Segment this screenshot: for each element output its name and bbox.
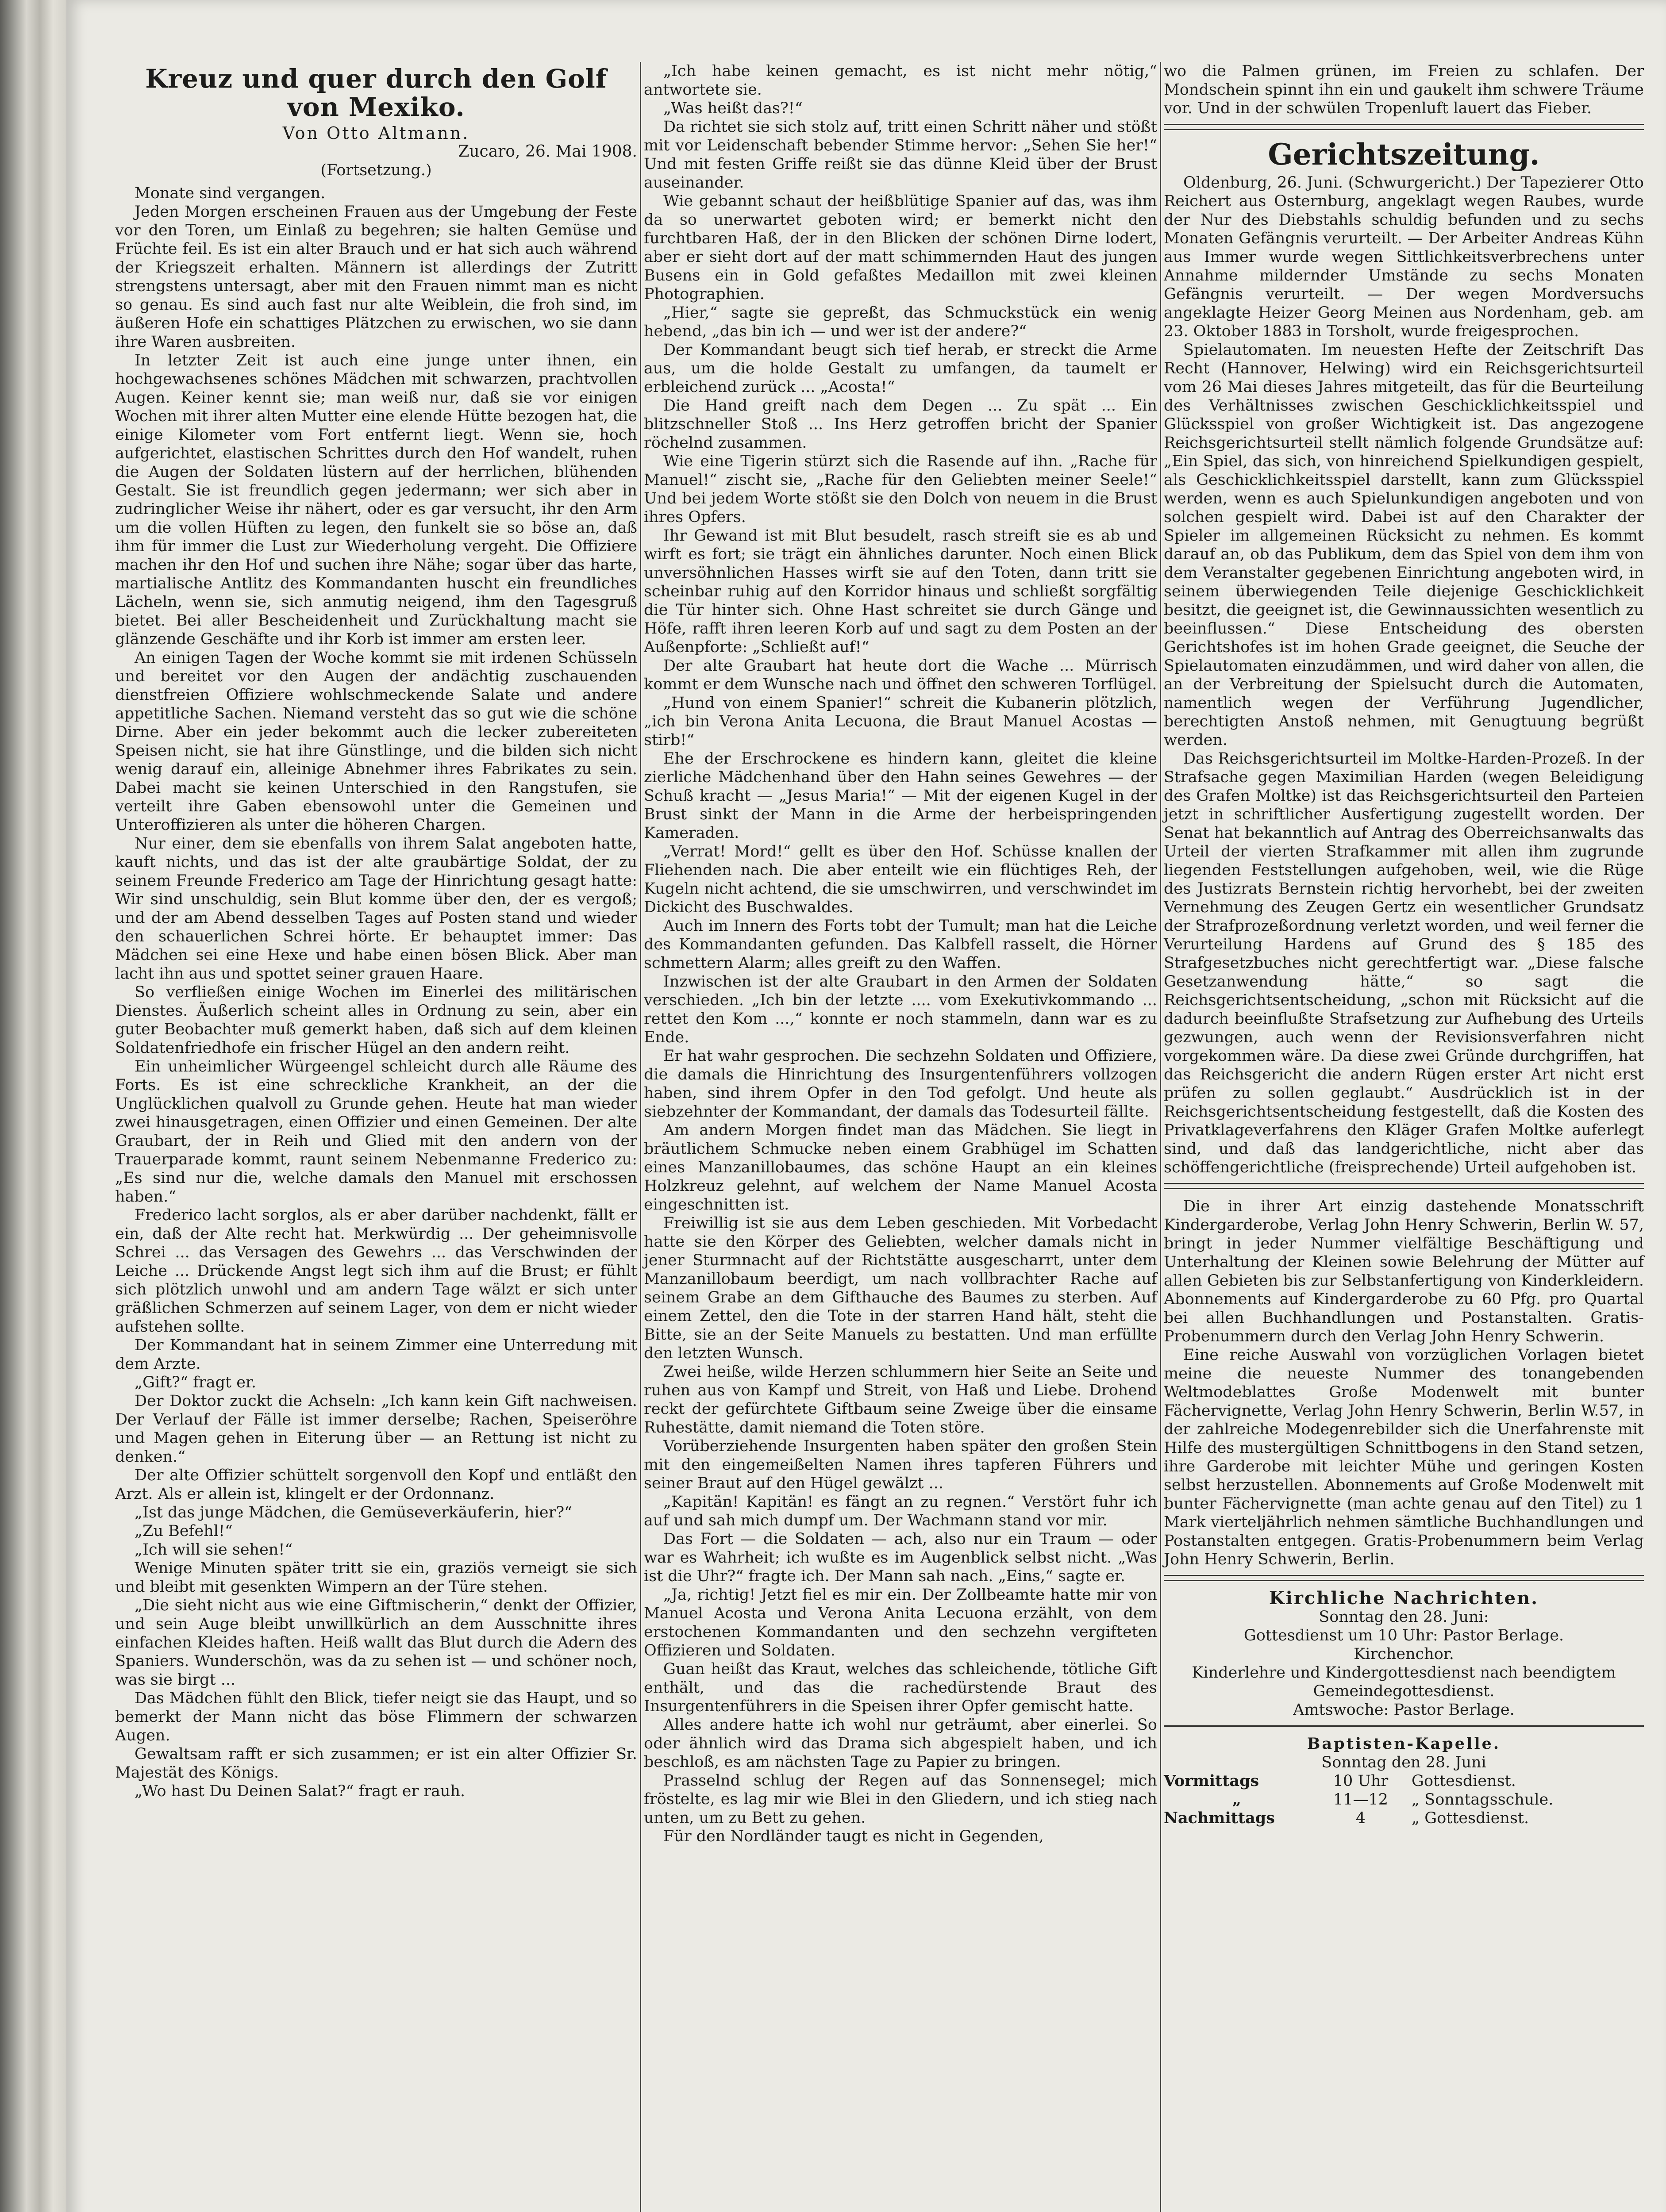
paragraph: Prasselnd schlug der Regen auf das Sonnensegel; mich fröstelte, es lag mir wie Blei in den Gliedern, und ich stieg nach unten, um zu Bett zu gehen. (644, 1772, 1157, 1827)
paragraph: Ihr Gewand ist mit Blut besudelt, rasch streift sie es ab und wirft es fort; sie trägt ein ähnliches darunter. Noch einen Blick unversöhnlichen Hasses wirft sie auf den Toten, dann tritt sie scheinbar ruhig auf den Korridor hinaus und schließt sorgfältig die Tür hinter sich. Ohne Hast schreitet sie durch Gänge und Höfe, rafft ihren leeren Korb auf und sagt zu dem Posten an der Außenpforte: „Schließt auf!“ (644, 527, 1157, 656)
story-title: Kreuz und quer durch den Golf von Mexiko. (145, 64, 607, 122)
paragraph: Vorüberziehende Insurgenten haben später den großen Stein mit den eingemeißelten Namen ihres tapferen Führers und seiner Braut auf den Hügel gewälzt ... (644, 1437, 1157, 1492)
story-byline: Von Otto Altmann. (282, 123, 470, 143)
column-rule-1 (640, 62, 641, 2212)
story-ending: wo die Palmen grünen, im Freien zu schlafen. Der Mondschein spinnt ihn ein und gaukelt ihm schwere Träume vor. Und in der schwülen Tropenluft lauert das Fieber. (1164, 62, 1644, 117)
court-news-heading: Gerichtszeitung. (1268, 137, 1540, 172)
church-line: Kirchenchor. (1354, 1645, 1454, 1663)
paragraph: „Ja, richtig! Jetzt fiel es mir ein. Der Zollbeamte hatte mir von Manuel Acosta und Verona Anita Lecuona erzählt, von dem erstochenen Kommandanten und den sechzehn vergifteten Offizieren und Soldaten. (644, 1586, 1157, 1659)
schedule-hour: 11—12 (1333, 1791, 1389, 1809)
church-line: Amtswoche: Pastor Berlage. (1293, 1701, 1515, 1719)
section-divider (1164, 1183, 1644, 1189)
section-divider (1164, 1725, 1644, 1727)
column-serial-story (115, 62, 637, 1801)
paragraph: Gewaltsam rafft er sich zusammen; er ist ein alter Offizier Sr. Majestät des Königs. (115, 1745, 637, 1782)
paragraph: Der Kommandant hat in seinem Zimmer eine Unterredung mit dem Arzte. (115, 1336, 637, 1373)
baptist-chapel-title: Baptisten-Kapelle. (1307, 1735, 1501, 1753)
paragraph: Wie gebannt schaut der heißblütige Spanier auf das, was ihm da so unerwartet geboten wird; er bemerkt nicht den furchtbaren Haß, der in den Blicken der schönen Dirne lodert, aber er sieht dort auf der matt schimmernden Haut des jungen Busens ein in Gold gefaßtes Medaillon mit zwei kleinen Photographien. (644, 192, 1157, 303)
paragraph: „Ich habe keinen gemacht, es ist nicht mehr nötig,“ antwortete sie. (644, 62, 1157, 99)
paragraph: Die Hand greift nach dem Degen ... Zu spät ... Ein blitzschneller Stoß ... Ins Herz getroffen bricht der Spanier röchelnd zusammen. (644, 397, 1157, 452)
schedule-row (1164, 1790, 1644, 1809)
schedule-time: Nachmittags (1164, 1809, 1275, 1827)
schedule-time: „ (1232, 1790, 1242, 1809)
paragraph: Monate sind vergangen. (135, 184, 326, 202)
paragraph: Da richtet sie sich stolz auf, tritt einen Schritt näher und stößt mit vor Leidenschaft bebender Stimme hervor: „Sehen Sie her!“ Und mit festen Griffe reißt sie das dünne Kleid über der Brust auseinander. (644, 118, 1157, 192)
paragraph: „Zu Befehl!“ (135, 1522, 233, 1540)
paragraph: Inzwischen ist der alte Graubart in den Armen der Soldaten verschieden. „Ich bin der letzte .... vom Exekutivkommando ... rettet den Kom ...,“ konnte er noch stammeln, dann war es zu Ende. (644, 973, 1157, 1046)
schedule-row (1164, 1772, 1644, 1790)
paragraph: An einigen Tagen der Woche kommt sie mit irdenen Schüsseln und bereitet vor den Augen der andächtig zuschauenden dienstfreien Offiziere wohlschmeckende Salate und andere appetitliche Sachen. Niemand versteht das so gut wie die schöne Dirne. Aber ein jeder bekommt auch die lecker zubereiteten Speisen nicht, sie hat ihre Günstlinge, und die bilden sich nicht wenig darauf ein, alleinige Abnehmer ihres Fabrikates zu sein. Dabei macht sie keinen Unterschied in den Rangstufen, sie verteilt ihre Gaben ebensowohl unter die Gemeinen und Unteroffizieren als unter die höheren Chargen. (115, 649, 637, 834)
advertisement: Eine reiche Auswahl von vorzüglichen Vorlagen bietet meine die neueste Nummer des tonangebenden Weltmodeblattes Große Modenwelt mit bunter Fächervignette, Verlag John Henry Schwerin, Berlin W.57, in der zahlreiche Modegenrebilder sich die Unerfahrenste mit Hilfe des mustergültigen Schnittbogens in den Stand setzen, ihre Garderobe mit leichter Mühe und geringen Kosten selbst herzustellen. Abonnements auf Große Modenwelt mit bunter Fächervignette (man achte genau auf den Titel) zu 1 Mark vierteljährlich nehmen sämtliche Buchhandlungen und Postanstalten entgegen. Gratis-Probenummern beim Verlag John Henry Schwerin, Berlin. (1164, 1346, 1644, 1568)
schedule-hour: 4 (1355, 1809, 1366, 1827)
book-gutter (0, 0, 71, 2212)
paragraph: Freiwillig ist sie aus dem Leben geschieden. Mit Vorbedacht hatte sie den Körper des Geliebten, welcher damals nicht in jener Sturmnacht auf der Richtstätte ausgescharrt, unter dem Manzanillobaum beerdigt, um nach vollbrachter Rache auf seinem Grabe an dem Gifthauche des Baumes zu sterben. Auf einem Zettel, den die Tote in der starren Hand hält, steht die Bitte, sie an der Seite Manuels zu bestatten. Und man erfüllte den letzten Wunsch. (644, 1214, 1157, 1362)
paragraph: „Hund von einem Spanier!“ schreit die Kubanerin plötzlich, „ich bin Verona Anita Lecuona, die Braut Manuel Acostas — stirb!“ (644, 694, 1157, 749)
paragraph: Das Mädchen fühlt den Blick, tiefer neigt sie das Haupt, und so bemerkt der Mann nicht das böse Flimmern der schwarzen Augen. (115, 1690, 637, 1744)
paragraph: Jeden Morgen erscheinen Frauen aus der Umgebung der Feste vor den Toren, um Einlaß zu begehren; sie halten Gemüse und Früchte feil. Es ist ein alter Brauch und er hat sich auch während der Kriegszeit erhalten. Männern ist allerdings der Zutritt strengstens untersagt, aber mit den Frauen nimmt man es nicht so genau. Es sind auch fast nur alte Weiblein, die froh sind, im äußeren Hofe ein schattiges Plätzchen zu erwischen, wo sie dann ihre Waren ausbreiten. (115, 203, 637, 351)
paragraph: Frederico lacht sorglos, als er aber darüber nachdenkt, fällt er ein, daß der Alte recht hat. Merkwürdig ... Der geheimnisvolle Schrei ... das Versagen des Gewehrs ... das Verschwinden der Leiche ... Drückende Angst legt sich ihm auf die Brust; er fühlt sich plötzlich unwohl und am andern Tage wälzt er sich unter gräßlichen Schmerzen auf seinem Lager, von dem er nicht wieder aufstehen sollte. (115, 1206, 637, 1336)
paragraph: „Was heißt das?!“ (663, 100, 803, 117)
paragraph: Auch im Innern des Forts tobt der Tumult; man hat die Leiche des Kommandanten gefunden. Das Kalbfell rasselt, die Hörner schmettern Alarm; alles greift zu den Waffen. (644, 917, 1157, 972)
paragraph: Für den Nordländer taugt es nicht in Gegenden, (663, 1828, 1044, 1845)
paragraph: „Hier,“ sagte sie gepreßt, das Schmuckstück ein wenig hebend, „das bin ich — und wer ist der andere?“ (644, 304, 1157, 340)
schedule-hour: 10 Uhr (1333, 1772, 1389, 1790)
advertisement: Die in ihrer Art einzig dastehende Monatsschrift Kindergarderobe, Verlag John Henry Schwerin, Berlin W. 57, bringt in jeder Nummer vielfältige Beschäftigung und Unterhaltung der Kleinen sowie Belehrung der Mütter auf allen Gebieten bis zur Selbstanfertigung von Kinderkleidern. Abonnements auf Kindergarderobe zu 60 Pfg. pro Quartal bei allen Buchhandlungen und Postanstalten. Gratis-Probenummern durch den Verlag John Henry Schwerin. (1164, 1198, 1644, 1345)
schedule-row (1164, 1809, 1644, 1828)
schedule-event: „ Sonntagsschule. (1412, 1791, 1554, 1809)
paragraph: Nur einer, dem sie ebenfalls von ihrem Salat angeboten hatte, kauft nichts, und das ist der alte graubärtige Soldat, der zu seinem Freunde Frederico am Tage der Hinrichtung gesagt hatte: Wir sind unschuldig, sein Blut komme über den, der es vergoß; und der am Abend desselben Tages auf Posten stand und wieder den schauerlichen Schrei hörte. Er behauptet immer: Das Mädchen sei eine Hexe und habe einen bösen Blick. Aber man lacht ihn aus und spottet seiner grauen Haare. (115, 835, 637, 983)
schedule-event: „ Gottesdienst. (1412, 1809, 1529, 1827)
paragraph: „Kapitän! Kapitän! es fängt an zu regnen.“ Verstört fuhr ich auf und sah mich dumpf um. Der Wachmann stand vor mir. (644, 1493, 1157, 1529)
story-dateline: Zucaro, 26. Mai 1908. (458, 142, 637, 161)
section-divider (1164, 124, 1644, 130)
court-report: Oldenburg, 26. Juni. (Schwurgericht.) Der Tapezierer Otto Reichert aus Osternburg, angeklagt wegen Raubes, wurde der Nur des Diebstahls schuldig befunden und zu sechs Monaten Gefängnis verurteilt. — Der Arbeiter Andreas Kühn aus Immer wurde wegen Sittlichkeitsverbrechens unter Annahme mildernder Umstände zu sechs Monaten Gefängnis verurteilt. — Der wegen Mordversuchs angeklagte Heizer Georg Meinen aus Nordenham, geb. am 23. Oktober 1883 in Torsholt, wurde freigesprochen. (1164, 174, 1644, 340)
paragraph: Ehe der Erschrockene es hindern kann, gleitet die kleine zierliche Mädchenhand über den Hahn seines Gewehres — der Schuß kracht — „Jesus Maria!“ — Mit der eigenen Kugel in der Brust sinkt der Mann in die Arme der herbeispringenden Kameraden. (644, 750, 1157, 842)
paragraph: Der Doktor zuckt die Achseln: „Ich kann kein Gift nachweisen. Der Verlauf der Fälle ist immer derselbe; Rachen, Speiseröhre und Magen gehen in Eiterung über — an Rettung ist nicht zu denken.“ (115, 1392, 637, 1466)
paragraph: Das Fort — die Soldaten — ach, also nur ein Traum — oder war es Wahrheit; ich wußte es im Augenblick selbst nicht. „Was ist die Uhr?“ fragte ich. Der Mann sah nach. „Eins,“ sagte er. (644, 1530, 1157, 1585)
schedule-event: Gottesdienst. (1412, 1772, 1516, 1790)
paragraph: In letzter Zeit ist auch eine junge unter ihnen, ein hochgewachsenes schönes Mädchen mit schwarzen, prachtvollen Augen. Keiner kennt sie; man weiß nur, daß sie vor einigen Wochen mit ihrer alten Mutter eine elende Hütte bezogen hat, die einige Kilometer vom Fort entfernt liegt. Wenn sie, hoch aufgerichtet, elastischen Schrittes durch den Hof wandelt, ruhen die Augen der Soldaten lüstern auf der herrlichen, blühenden Gestalt. Sie ist freundlich gegen jedermann; wer sich aber in zudringlicher Weise ihr nähert, oder es gar versucht, ihr den Arm um die vollen Hüften zu legen, den funkelt sie so böse an, daß ihm für immer die Lust zur Wiederholung vergeht. Die Offiziere machen ihr den Hof und suchen ihre Nähe; sogar über das harte, martialische Antlitz des Kommandanten huscht ein freundliches Lächeln, wenn sie, sich anmutig neigend, ihm den Tagesgruß bietet. Bei aller Bescheidenheit und Zurückhaltung macht sie glänzende Geschäfte und ihr Korb ist immer am ersten leer. (115, 352, 637, 648)
paragraph: „Ich will sie sehen!“ (135, 1541, 293, 1559)
paragraph: Ein unheimlicher Würgeengel schleicht durch alle Räume des Forts. Es ist eine schreckliche Krankheit, an der die Unglücklichen qualvoll zu Grunde gehen. Heute hat man wieder zwei hinausgetragen, einen Offizier und einen Gemeinen. Der alte Graubart, der in Reih und Glied mit den andern von der Trauerparade kommt, raunt seinem Nebenmanne Frederico zu: „Es sind nur die, welche damals den Manuel mit erschossen haben.“ (115, 1058, 637, 1206)
court-report: Spielautomaten. Im neuesten Hefte der Zeitschrift Das Recht (Hannover, Helwing) wird ein Reichsgerichtsurteil vom 26 Mai dieses Jahres mitgeteilt, das für die Beurteilung des Verhältnisses zwischen Geschicklichkeitsspiel und Glücksspiel von großer Wichtigkeit ist. Das angezogene Reichsgerichtsurteil stellt nämlich folgende Grundsätze auf: „Ein Spiel, das sich, von hinreichend Spielkundigen gespielt, als Geschicklichkeitsspiel darstellt, kann zum Glücksspiel werden, wenn es auch Spielunkundigen angeboten und von solchen gespielt wird. Dabei ist auf den Charakter der Spieler im allgemeinen Rücksicht zu nehmen. Es kommt darauf an, ob das Publikum, dem das Spiel von dem ihm von dem Veranstalter gegebenen Einrichtung angeboten wird, in seinem überwiegenden Teile diejenige Geschicklichkeit besitzt, die geeignet ist, die Gewinnaussichten wesentlich zu beeinflussen.“ Diese Entscheidung des obersten Gerichtshofes ist im hohen Grade geeignet, die Seuche der Spielautomaten einzudämmen, und wird daher von allen, die an der Verbreitung der Spielsucht durch die Automaten, namentlich wegen der Verführung Jugendlicher, berechtigten Anstoß nehmen, mit Genugtuung begrüßt werden. (1164, 341, 1644, 749)
paragraph: „Gift?“ fragt er. (135, 1374, 256, 1391)
baptist-date: Sonntag den 28. Juni (1321, 1754, 1486, 1771)
paragraph: Guan heißt das Kraut, welches das schleichende, tötliche Gift enthält, und das die rachedürstende Braut des Insurgentenführers in die Speisen ihrer Opfer gemischt hatte. (644, 1660, 1157, 1715)
paragraph: Wie eine Tigerin stürzt sich die Rasende auf ihn. „Rache für Manuel!“ zischt sie, „Rache für den Geliebten meiner Seele!“ Und bei jedem Worte stößt sie den Dolch von neuem in die Brust ihres Opfers. (644, 453, 1157, 526)
column-rule-2 (1160, 62, 1161, 2212)
paragraph: Der Kommandant beugt sich tief herab, er streckt die Arme aus, um die holde Gestalt zu umfangen, da taumelt er erbleichend zurück ... „Acosta!“ (644, 341, 1157, 396)
column-serial-continued (644, 62, 1157, 1846)
paragraph: „Die sieht nicht aus wie eine Giftmischerin,“ denkt der Offizier, und sein Auge bleibt unwillkürlich an dem Ausschnitte ihres einfachen Kleides haften. Heiß wallt das Blut durch die Adern des Spaniers. Wunderschön, was da zu sehen ist — und schöner noch, was sie birgt ... (115, 1597, 637, 1689)
paragraph: So verfließen einige Wochen im Einerlei des militärischen Dienstes. Äußerlich scheint alles in Ordnung zu sein, aber ein guter Beobachter muß gemerkt haben, daß sich auf dem kleinen Soldatenfriedhofe ein frischer Hügel an den andern reiht. (115, 983, 637, 1057)
paragraph: Der alte Graubart hat heute dort die Wache ... Mürrisch kommt er dem Wunsche nach und öffnet den schweren Torflügel. (644, 657, 1157, 693)
schedule-time: Vormittags (1164, 1772, 1259, 1790)
paragraph: „Wo hast Du Deinen Salat?“ fragt er rauh. (135, 1782, 466, 1800)
paragraph: Alles andere hatte ich wohl nur geträumt, aber einerlei. So oder ähnlich wird das Drama sich abgespielt haben, und ich beschloß, es am nächsten Tage zu Papier zu bringen. (644, 1716, 1157, 1771)
paragraph: „Ist das junge Mädchen, die Gemüseverkäuferin, hier?“ (135, 1504, 572, 1521)
paragraph: Zwei heiße, wilde Herzen schlummern hier Seite an Seite und ruhen aus von Kampf und Streit, von Haß und Liebe. Drohend reckt der gefürchtete Giftbaum seine Zweige über die einsame Ruhestätte, damit niemand die Toten störe. (644, 1363, 1157, 1436)
church-news-title: Kirchliche Nachrichten. (1269, 1588, 1539, 1609)
section-divider (1164, 1575, 1644, 1581)
paragraph: „Verrat! Mord!“ gellt es über den Hof. Schüsse knallen der Fliehenden nach. Die aber enteilt wie ein flüchtiges Reh, der Kugeln nicht achtend, die sie umschwirren, und verschwindet im Dickicht des Buschwaldes. (644, 843, 1157, 916)
paragraph: Am andern Morgen findet man das Mädchen. Sie liegt in bräutlichem Schmucke neben einem Grabhügel im Schatten eines Manzanillobaumes, das schöne Haupt an ein kleines Holzkreuz gelehnt, auf welchem der Name Manuel Acosta eingeschnitten ist. (644, 1121, 1157, 1214)
church-line: Kinderlehre und Kindergottesdienst nach beendigtem Gemeindegottesdienst. (1192, 1664, 1616, 1700)
court-report: Das Reichsgerichtsurteil im Moltke-Harden-Prozeß. In der Strafsache gegen Maximilian Harden (wegen Beleidigung des Grafen Moltke) ist das Reichsgerichtsurteil den Parteien jetzt in schriftlicher Ausfertigung zugestellt worden. Der Senat hat bekanntlich auf Antrag des Oberreichsanwalts das Urteil der vierten Strafkammer mit allen ihm zugrunde liegenden Feststellungen aufgehoben, weil, wie die Rüge des Justizrats Bernstein richtig hervorhebt, bei der zweiten Vernehmung des Zeugen Gertz ein wesentlicher Grundsatz der Strafprozeßordnung verletzt worden, und weil ferner die Verurteilung Hardens auf Grund des § 185 des Strafgesetzbuches nicht gerechtfertigt war. „Diese falsche Gesetzanwendung hätte,“ so sagt die Reichsgerichtsentscheidung, „schon mit Rücksicht auf die dadurch beeinflußte Strafsetzung zur Aufhebung des Urteils gezwungen, auch wenn der Revisionsverfahren nicht vorgekommen wäre. Da diese zwei Gründe durchgriffen, hat das Reichsgericht die andern Rügen erster Art nicht erst prüfen zu sollen geglaubt.“ Ausdrücklich ist in der Reichsgerichtsentscheidung festgestellt, daß die Kosten des Privatklageverfahrens den Kläger Grafen Moltke auferlegt sind, und daß das landgerichtliche, nicht aber das schöffengerichtliche (freisprechende) Urteil aufgehoben ist. (1164, 750, 1644, 1176)
church-line: Gottesdienst um 10 Uhr: Pastor Berlage. (1243, 1627, 1564, 1644)
column-court-news (1164, 62, 1644, 1828)
church-line: Sonntag den 28. Juni: (1319, 1608, 1489, 1626)
paragraph: Der alte Offizier schüttelt sorgenvoll den Kopf und entläßt den Arzt. Als er allein ist, klingelt er der Ordonnanz. (115, 1467, 637, 1503)
paragraph: Wenige Minuten später tritt sie ein, graziös verneigt sie sich und bleibt mit gesenkten Wimpern an der Türe stehen. (115, 1559, 637, 1596)
paragraph: Er hat wahr gesprochen. Die sechzehn Soldaten und Offiziere, die damals die Hinrichtung des Insurgentenführers vollzogen haben, sind ihrem Opfer in den Tod gefolgt. Und heute als siebzehnter der Kommandant, der damals das Todesurteil fällte. (644, 1047, 1157, 1121)
story-continuation: (Fortsetzung.) (320, 161, 432, 179)
